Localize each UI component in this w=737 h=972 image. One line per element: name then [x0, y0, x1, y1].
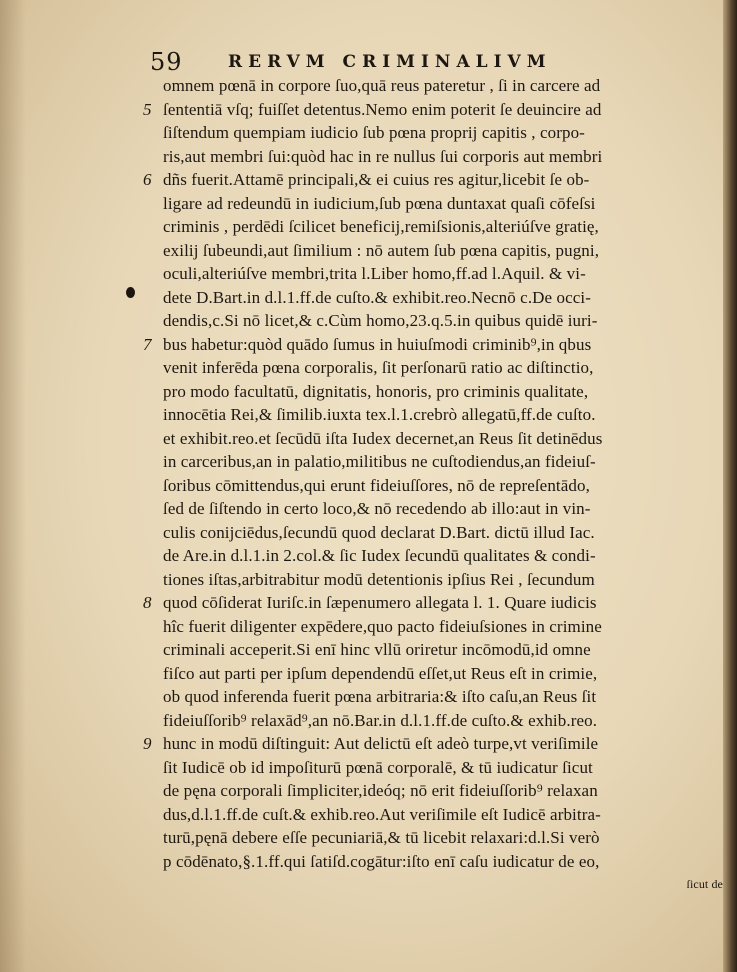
line-text: hîc fuerit diligenter expēdere,quo pacto fideiuſsiones in crimine	[163, 616, 602, 636]
ink-blot	[126, 287, 135, 298]
line-text: et exhibit.reo.et ſecūdū iſta Iudex decernet,an Reus ſit detinēdus	[163, 428, 603, 448]
line-text: de Are.in d.l.1.in 2.col.& ſic Iudex ſecundū qualitates & condi-	[163, 546, 596, 565]
marginal-number: 6	[143, 170, 152, 189]
line-text: pro modo facultatū, dignitatis, honoris, pro criminis qualitate,	[163, 381, 589, 401]
text-line	[143, 333, 723, 357]
line-text: exilij ſubeundi,aut ſimilium : nō autem ſub pœna capitis, pugni,	[163, 240, 600, 260]
line-text: oculi,alteriúſve membri,trita l.Liber homo,ff.ad l.Aquil. & vi-	[163, 264, 586, 283]
text-line	[163, 192, 723, 216]
text-line	[143, 732, 723, 756]
line-text: ob quod inferenda fuerit pœna arbitraria:& iſto caſu,an Reus ſit	[163, 687, 597, 706]
line-text: innocētia Rei,& ſimilib.iuxta tex.l.1.crebrò allegatū,ff.de cuſto.	[163, 405, 596, 424]
line-text: dendis,c.Si nō licet,& c.Cùm homo,23.q.5.in quibus quidē iuri-	[163, 311, 598, 330]
running-head	[0, 44, 737, 76]
line-text: ris,aut membri ſui:quòd hac in re nullus ſui corporis aut membri	[163, 146, 603, 166]
line-text: in carceribus,an in palatio,militibus ne cuſtodiendus,an fideiuſ-	[163, 452, 596, 471]
line-text: omnem pœnā in corpore ſuo,quā reus pateretur , ſi in carcere ad	[163, 76, 601, 95]
text-line	[163, 262, 723, 286]
line-text: ligare ad redeundū in iudicium,ſub pœna duntaxat quaſi cōfeſsi	[163, 193, 596, 213]
text-line	[163, 685, 723, 709]
text-line	[163, 568, 723, 592]
line-text: dus,d.l.1.ff.de cuſt.& exhib.reo.Aut veriſimile eſt Iudicē arbitra-	[163, 804, 601, 824]
line-text: ſiſtendum quempiam iudicio ſub pœna proprij capitis , corpo-	[163, 123, 585, 142]
marginal-number: 5	[143, 99, 152, 119]
line-text: hunc in modū diſtinguit: Aut delictū eſt adeò turpe,vt veriſimile	[163, 734, 599, 753]
running-title: RERVM CRIMINALIVM	[228, 52, 552, 72]
text-line	[163, 309, 723, 333]
line-text: bus habetur:quòd quādo ſumus in huiuſmodi criminib⁹,in qbus	[163, 334, 592, 354]
line-text: p cōdēnato,§.1.ff.qui ſatiſd.cogātur:iſto enī caſu iudicatur de eo,	[163, 851, 600, 871]
catchword: ſicut de	[686, 877, 723, 891]
line-text: dete D.Bart.in d.l.1.ff.de cuſto.& exhibit.reo.Necnō c.De occi-	[163, 287, 592, 307]
line-text: ſit Iudicē ob id impoſiturū pœnā corporalē, & tū iudicatur ſicut	[163, 757, 593, 777]
text-line	[163, 521, 723, 545]
text-line	[163, 427, 723, 451]
marginal-number: 8	[143, 593, 152, 612]
body-text	[143, 74, 723, 897]
marginal-number: 7	[143, 334, 152, 354]
marginal-number: 9	[143, 734, 152, 753]
text-line	[163, 74, 723, 98]
line-text: de pęna corporali ſimpliciter,ideóq; nō erit fideiuſſorib⁹ relaxan	[163, 781, 598, 800]
text-line	[163, 544, 723, 568]
text-line	[163, 474, 723, 498]
line-text: ſententiā vſq; fuiſſet detentus.Nemo enim poterit ſe deuincire ad	[163, 99, 602, 119]
text-line	[143, 168, 723, 192]
text-line	[163, 403, 723, 427]
text-line	[163, 709, 723, 733]
text-line	[163, 756, 723, 780]
line-text: culis conijciēdus,ſecundū quod declarat D.Bart. dictū illud Iac.	[163, 522, 595, 542]
text-line	[163, 638, 723, 662]
text-line	[163, 145, 723, 169]
line-text: tiones iſtas,arbitrabitur modū detentionis ipſius Rei , ſecundum	[163, 569, 595, 589]
line-text: venit inferēda pœna corporalis, ſit perſonarū ratio ac diſtinctio,	[163, 358, 594, 377]
text-line	[163, 121, 723, 145]
text-line	[163, 380, 723, 404]
line-text: criminis , perdēdi ſcilicet beneficij,remiſsionis,alteriúſve gratię,	[163, 217, 599, 236]
text-line	[163, 450, 723, 474]
text-line	[163, 779, 723, 803]
line-text: ſoribus cōmittendus,qui erunt fideiuſſores, nō de repreſentādo,	[163, 475, 590, 495]
line-text: criminali acceperit.Si enī hinc vllū oriretur incōmodū,id omne	[163, 640, 591, 659]
line-text: ſed de ſiſtendo in certo loco,& nō recedendo ab illo:aut in vin-	[163, 499, 591, 518]
line-text: turū,pęnā debere eſſe pecuniariā,& tū licebit relaxari:d.l.Si verò	[163, 828, 600, 847]
text-line	[163, 497, 723, 521]
line-text: quod cōſiderat Iuriſc.in ſæpenumero allegata l. 1. Quare iudicis	[163, 593, 597, 612]
text-line	[163, 615, 723, 639]
text-line	[163, 803, 723, 827]
line-text: fiſco aut parti per ipſum dependendū eſſet,ut Reus eſt in crimie,	[163, 663, 598, 683]
line-text: fideiuſſorib⁹ relaxād⁹,an nō.Bar.in d.l.1.ff.de cuſto.& exhib.reo.	[163, 710, 598, 730]
text-line	[163, 826, 723, 850]
text-line	[163, 215, 723, 239]
page-edge	[723, 0, 737, 972]
page-number: 59	[150, 48, 183, 76]
text-line	[163, 850, 723, 874]
text-line	[163, 239, 723, 263]
text-line	[143, 591, 723, 615]
text-line	[143, 98, 723, 122]
text-line	[163, 662, 723, 686]
text-line	[163, 356, 723, 380]
gutter-shadow	[0, 0, 26, 972]
line-text: dñs fuerit.Attamē principali,& ei cuius res agitur,licebit ſe ob-	[163, 170, 590, 189]
text-line	[163, 286, 723, 310]
